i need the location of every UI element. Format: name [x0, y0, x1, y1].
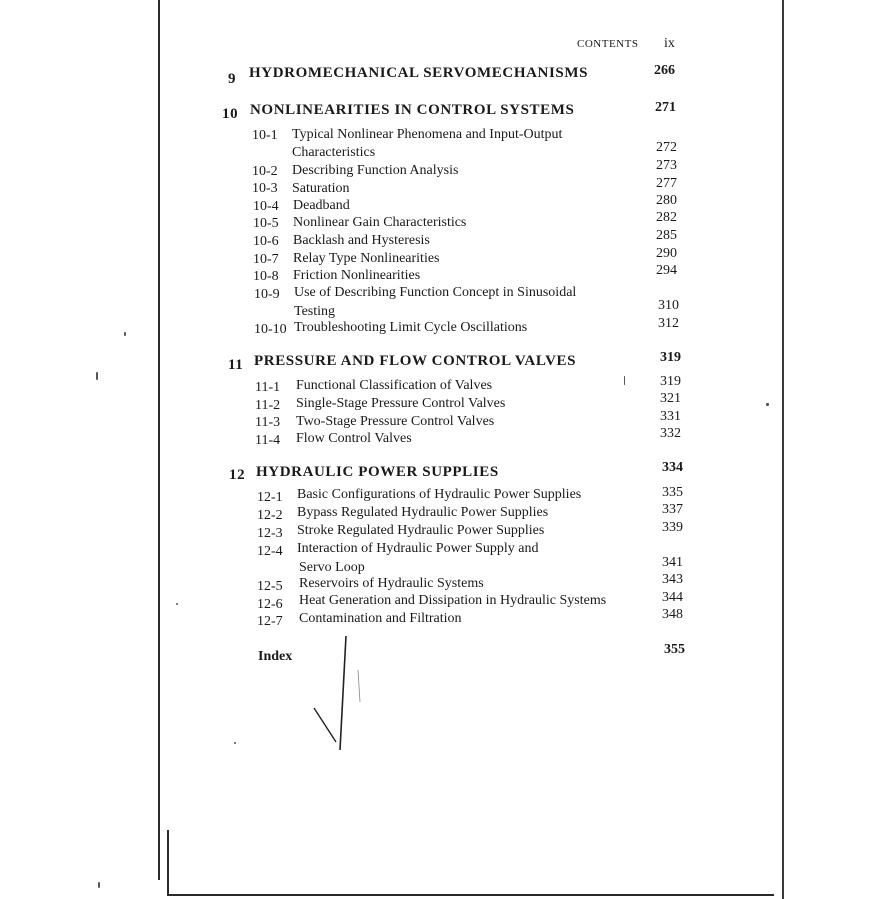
section-number: 10-7: [253, 252, 279, 267]
scan-speck: [234, 742, 236, 744]
chapter-page: 266: [654, 63, 675, 78]
section-number: 12-1: [257, 490, 283, 505]
section-title: Typical Nonlinear Phenomena and Input-Output: [292, 127, 563, 142]
scan-edge-left-lower: [167, 830, 169, 896]
scan-speck: [96, 372, 98, 380]
scan-edge-right: [782, 0, 784, 899]
section-page: 331: [660, 409, 681, 424]
section-page: 294: [656, 263, 677, 278]
section-number: 11-1: [255, 380, 281, 395]
running-head-label: CONTENTS: [577, 38, 639, 50]
section-number: 10-4: [253, 199, 279, 214]
section-title: Nonlinear Gain Characteristics: [293, 215, 467, 230]
section-title-continued: Characteristics: [292, 145, 376, 160]
section-number: 12-6: [257, 597, 283, 612]
scan-speck: [98, 882, 100, 888]
section-number: 10-3: [252, 181, 278, 196]
section-page: 343: [662, 572, 683, 587]
section-page: 310: [658, 298, 679, 313]
section-number: 11-4: [255, 433, 281, 448]
scan-edge-bottom: [168, 894, 774, 896]
section-page: 280: [656, 193, 677, 208]
section-page: 290: [656, 246, 677, 261]
section-page: 337: [662, 502, 683, 517]
section-page: 277: [656, 176, 677, 191]
section-title: Backlash and Hysteresis: [293, 233, 430, 248]
section-page: 348: [662, 607, 683, 622]
section-title-continued: Servo Loop: [299, 560, 365, 575]
section-number: 11-2: [255, 398, 281, 413]
section-page: 321: [660, 391, 681, 406]
section-title: Deadband: [293, 198, 350, 213]
chapter-page: 334: [662, 460, 683, 475]
section-title: Two-Stage Pressure Control Valves: [296, 414, 495, 429]
section-title: Saturation: [292, 181, 350, 196]
chapter-title: PRESSURE AND FLOW CONTROL VALVES: [254, 353, 577, 369]
section-title: Reservoirs of Hydraulic Systems: [299, 576, 484, 591]
section-title: Flow Control Valves: [296, 431, 412, 446]
section-number: 12-4: [257, 544, 283, 559]
scan-speck: [176, 603, 178, 605]
section-number: 10-1: [252, 128, 278, 143]
section-title: Friction Nonlinearities: [293, 268, 421, 283]
section-title: Single-Stage Pressure Control Valves: [296, 396, 506, 411]
chapter-page: 319: [660, 350, 681, 365]
chapter-number: 10: [222, 106, 239, 122]
section-title: Troubleshooting Limit Cycle Oscillations: [294, 320, 528, 335]
scan-speck: [624, 376, 625, 385]
section-number: 12-5: [257, 579, 283, 594]
index-label: Index: [258, 649, 293, 664]
section-number: 11-3: [255, 415, 281, 430]
section-title: Bypass Regulated Hydraulic Power Supplies: [297, 505, 549, 520]
section-title: Contamination and Filtration: [299, 611, 462, 626]
chapter-number: 9: [228, 71, 237, 87]
section-page: 282: [656, 210, 677, 225]
chapter-number: 11: [228, 357, 244, 373]
pen-mark: [300, 630, 380, 760]
section-page: 272: [656, 140, 677, 155]
chapter-page: 271: [655, 100, 676, 115]
section-page: 335: [662, 485, 683, 500]
section-title: Use of Describing Function Concept in Sinusoidal: [294, 285, 577, 300]
section-title: Functional Classification of Valves: [296, 378, 493, 393]
scan-edge-left: [158, 0, 160, 880]
chapter-title: HYDROMECHANICAL SERVOMECHANISMS: [249, 65, 589, 81]
section-title: Describing Function Analysis: [292, 163, 459, 178]
chapter-number: 12: [229, 467, 246, 483]
section-number: 10-8: [253, 269, 279, 284]
chapter-title: HYDRAULIC POWER SUPPLIES: [256, 464, 499, 480]
scan-speck: [124, 332, 126, 336]
section-page: 285: [656, 228, 677, 243]
section-number: 10-9: [254, 287, 280, 302]
section-page: 312: [658, 316, 679, 331]
section-page: 339: [662, 520, 683, 535]
section-page: 273: [656, 158, 677, 173]
section-number: 12-3: [257, 526, 283, 541]
section-number: 10-10: [254, 322, 287, 337]
section-page: 341: [662, 555, 683, 570]
section-title: Heat Generation and Dissipation in Hydraulic Systems: [299, 593, 607, 608]
section-number: 12-7: [257, 614, 283, 629]
section-title: Stroke Regulated Hydraulic Power Supplies: [297, 523, 545, 538]
section-title: Basic Configurations of Hydraulic Power Supplies: [297, 487, 582, 502]
scan-speck: [766, 403, 769, 406]
section-number: 12-2: [257, 508, 283, 523]
section-title: Relay Type Nonlinearities: [293, 251, 440, 266]
section-page: 332: [660, 426, 681, 441]
section-title-continued: Testing: [294, 304, 336, 319]
section-page: 344: [662, 590, 683, 605]
section-number: 10-6: [253, 234, 279, 249]
chapter-title: NONLINEARITIES IN CONTROL SYSTEMS: [250, 102, 575, 118]
section-title: Interaction of Hydraulic Power Supply and: [297, 541, 539, 556]
running-head-page: ix: [664, 36, 675, 51]
section-number: 10-2: [252, 164, 278, 179]
section-page: 319: [660, 374, 681, 389]
section-number: 10-5: [253, 216, 279, 231]
index-page: 355: [664, 642, 685, 657]
